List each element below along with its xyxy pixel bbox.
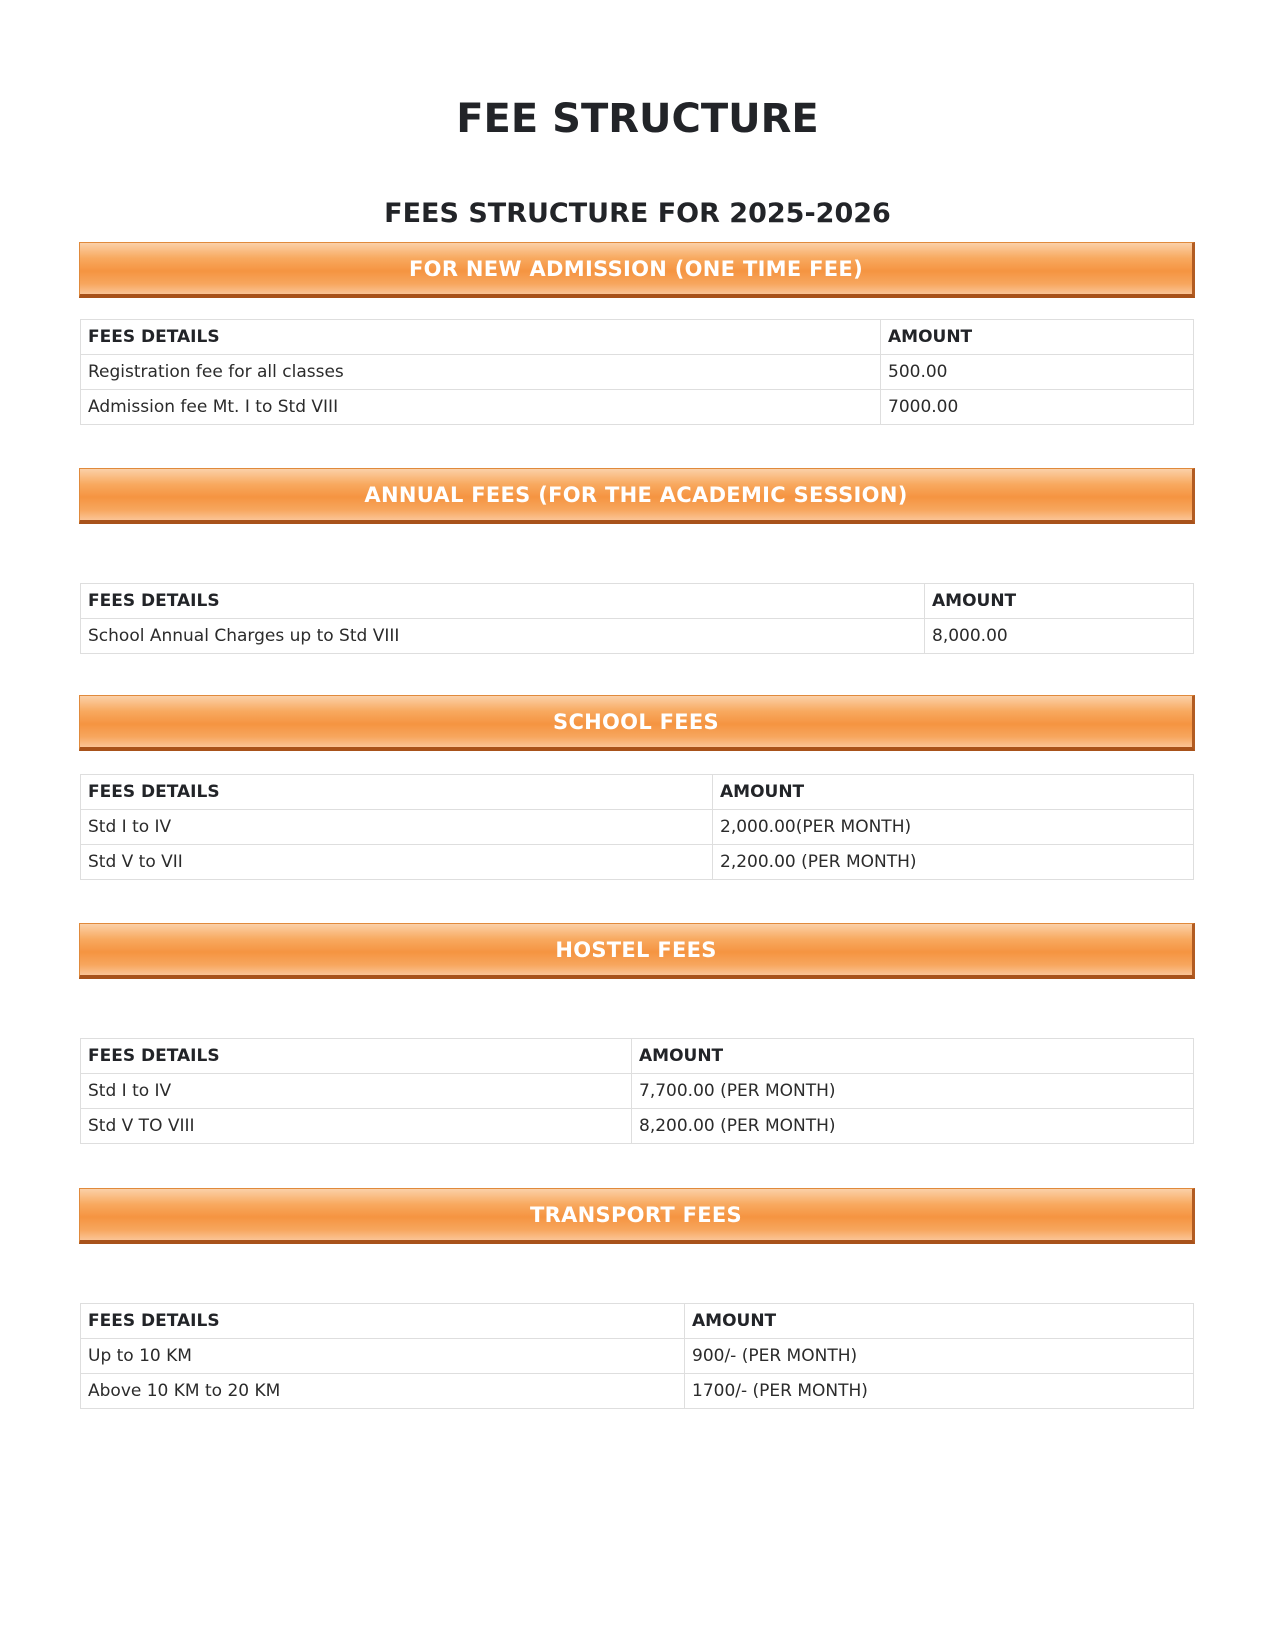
column-header-fees-details: FEES DETAILS <box>81 584 925 619</box>
page-title: FEE STRUCTURE <box>456 96 819 142</box>
column-header-amount: AMOUNT <box>881 320 1194 355</box>
column-header-fees-details: FEES DETAILS <box>81 775 713 810</box>
table-row <box>81 390 1194 425</box>
table-header-row <box>81 320 1194 355</box>
fee-amount-cell: 8,000.00 <box>925 619 1194 654</box>
section-banner-annual-fees: ANNUAL FEES (FOR THE ACADEMIC SESSION) <box>79 468 1195 524</box>
table-header-row <box>81 1039 1194 1074</box>
fee-amount-cell: 500.00 <box>881 355 1194 390</box>
fee-amount-cell: 7,700.00 (PER MONTH) <box>632 1074 1194 1109</box>
table-row <box>81 810 1194 845</box>
column-header-amount: AMOUNT <box>925 584 1194 619</box>
table-row <box>81 1109 1194 1144</box>
page-subtitle: FEES STRUCTURE FOR 2025-2026 <box>384 198 891 229</box>
hostel-fee-table <box>80 1038 1194 1144</box>
section-banner-hostel-fees: HOSTEL FEES <box>79 923 1195 979</box>
table-row <box>81 619 1194 654</box>
fee-amount-cell: 7000.00 <box>881 390 1194 425</box>
column-header-amount: AMOUNT <box>632 1039 1194 1074</box>
fee-detail-cell: Std V TO VIII <box>81 1109 632 1144</box>
transport-fee-table <box>80 1303 1194 1409</box>
fee-amount-cell: 2,000.00(PER MONTH) <box>713 810 1194 845</box>
table-header-row <box>81 584 1194 619</box>
column-header-amount: AMOUNT <box>713 775 1194 810</box>
fee-detail-cell: Std I to IV <box>81 1074 632 1109</box>
table-header-row <box>81 775 1194 810</box>
column-header-fees-details: FEES DETAILS <box>81 1039 632 1074</box>
fee-detail-cell: Registration fee for all classes <box>81 355 881 390</box>
section-banner-school-fees: SCHOOL FEES <box>79 695 1195 751</box>
fee-detail-cell: Admission fee Mt. I to Std VIII <box>81 390 881 425</box>
annual-fee-table <box>80 583 1194 654</box>
table-row <box>81 1374 1194 1409</box>
school-fee-table <box>80 774 1194 880</box>
table-row <box>81 845 1194 880</box>
fee-amount-cell: 2,200.00 (PER MONTH) <box>713 845 1194 880</box>
column-header-amount: AMOUNT <box>685 1304 1194 1339</box>
table-header-row <box>81 1304 1194 1339</box>
table-row <box>81 1339 1194 1374</box>
fee-amount-cell: 8,200.00 (PER MONTH) <box>632 1109 1194 1144</box>
fee-amount-cell: 900/- (PER MONTH) <box>685 1339 1194 1374</box>
fee-detail-cell: Up to 10 KM <box>81 1339 685 1374</box>
fee-amount-cell: 1700/- (PER MONTH) <box>685 1374 1194 1409</box>
fee-detail-cell: Std V to VII <box>81 845 713 880</box>
column-header-fees-details: FEES DETAILS <box>81 320 881 355</box>
fee-detail-cell: School Annual Charges up to Std VIII <box>81 619 925 654</box>
fee-detail-cell: Std I to IV <box>81 810 713 845</box>
column-header-fees-details: FEES DETAILS <box>81 1304 685 1339</box>
fee-detail-cell: Above 10 KM to 20 KM <box>81 1374 685 1409</box>
table-row <box>81 355 1194 390</box>
section-banner-transport-fees: TRANSPORT FEES <box>79 1188 1195 1244</box>
section-banner-new-admission: FOR NEW ADMISSION (ONE TIME FEE) <box>79 242 1195 298</box>
table-row <box>81 1074 1194 1109</box>
new-admission-fee-table <box>80 319 1194 425</box>
